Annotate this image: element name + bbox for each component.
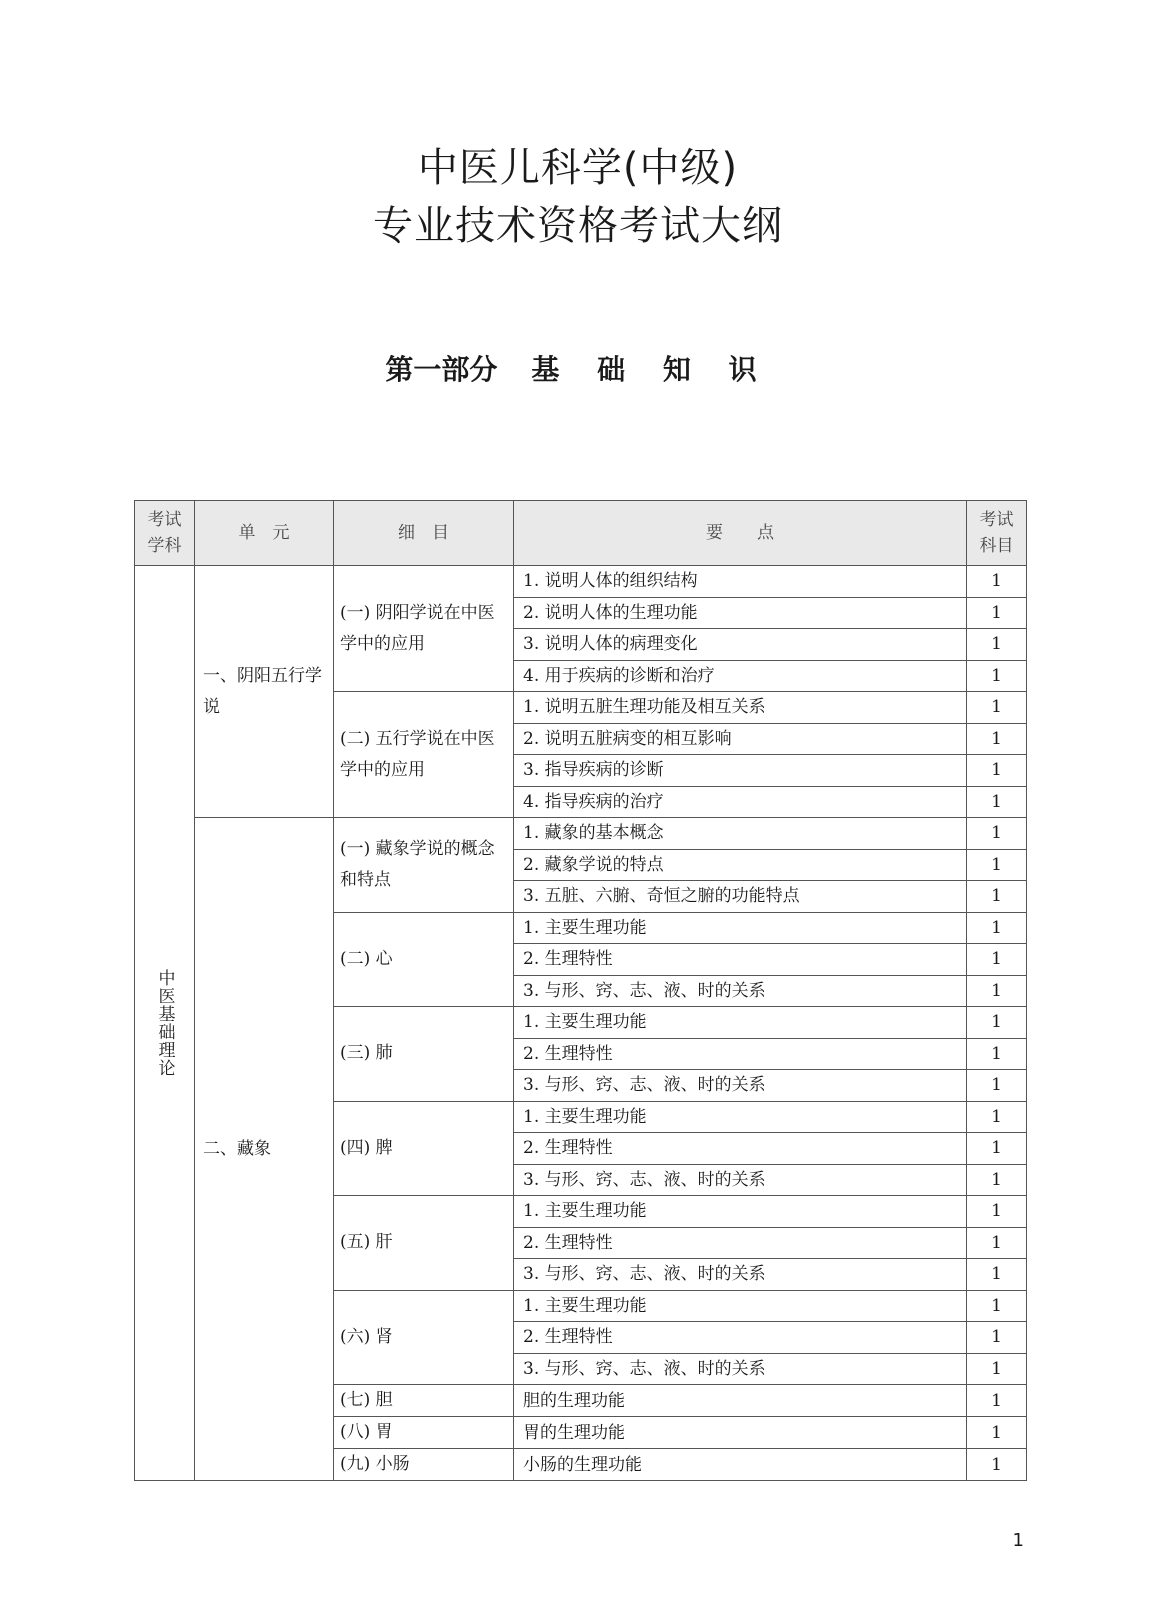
exam-cell: 1 [967,1227,1027,1259]
unit-cell: 一、阴阳五行学说 [195,566,334,818]
point-cell: 2. 藏象学说的特点 [514,849,967,881]
detail-cell: (八) 胃 [334,1417,514,1449]
exam-cell: 1 [967,629,1027,661]
exam-cell: 1 [967,786,1027,818]
detail-cell: (一) 阴阳学说在中医学中的应用 [334,566,514,692]
exam-cell: 1 [967,1290,1027,1322]
detail-cell: (四) 脾 [334,1101,514,1196]
exam-cell: 1 [967,660,1027,692]
point-cell: 1. 说明五脏生理功能及相互关系 [514,692,967,724]
exam-cell: 1 [967,1385,1027,1417]
detail-cell: (七) 胆 [334,1385,514,1417]
detail-cell: (二) 心 [334,912,514,1007]
header-unit: 单 元 [195,501,334,566]
point-cell: 胃的生理功能 [514,1417,967,1449]
table-body [135,566,1027,1481]
point-cell: 2. 说明人体的生理功能 [514,597,967,629]
detail-cell: (三) 肺 [334,1007,514,1102]
exam-cell: 1 [967,692,1027,724]
section-heading [0,348,1156,388]
exam-cell: 1 [967,723,1027,755]
point-cell: 4. 用于疾病的诊断和治疗 [514,660,967,692]
point-cell: 4. 指导疾病的治疗 [514,786,967,818]
exam-cell: 1 [967,912,1027,944]
subject-label: 中医基础理论 [154,969,175,1077]
exam-cell: 1 [967,975,1027,1007]
point-cell: 3. 与形、窍、志、液、时的关系 [514,1164,967,1196]
exam-cell: 1 [967,597,1027,629]
page-number: 1 [1012,1530,1024,1551]
point-cell: 1. 主要生理功能 [514,912,967,944]
exam-cell: 1 [967,1038,1027,1070]
exam-cell: 1 [967,1007,1027,1039]
document-title-line1: 中医儿科学(中级) [417,145,739,191]
point-cell: 2. 生理特性 [514,944,967,976]
point-cell: 胆的生理功能 [514,1385,967,1417]
point-cell: 1. 藏象的基本概念 [514,818,967,850]
point-cell: 1. 主要生理功能 [514,1007,967,1039]
exam-cell: 1 [967,755,1027,787]
point-cell: 1. 说明人体的组织结构 [514,566,967,598]
exam-cell: 1 [967,1164,1027,1196]
header-exam: 考试科目 [967,501,1027,566]
exam-cell: 1 [967,1070,1027,1102]
section-part: 第一部分 [385,353,498,386]
point-cell: 小肠的生理功能 [514,1449,967,1481]
header-detail: 细 目 [334,501,514,566]
exam-cell: 1 [967,1259,1027,1291]
table-header-row [135,501,1027,566]
point-cell: 3. 指导疾病的诊断 [514,755,967,787]
exam-cell: 1 [967,566,1027,598]
exam-cell: 1 [967,1322,1027,1354]
exam-cell: 1 [967,1417,1027,1449]
unit-cell: 二、藏象 [195,818,334,1481]
exam-cell: 1 [967,818,1027,850]
exam-cell: 1 [967,881,1027,913]
point-cell: 2. 生理特性 [514,1227,967,1259]
point-cell: 3. 与形、窍、志、液、时的关系 [514,975,967,1007]
exam-cell: 1 [967,1353,1027,1385]
exam-cell: 1 [967,1133,1027,1165]
section-name: 基 础 知 识 [531,353,771,386]
exam-cell: 1 [967,1196,1027,1228]
syllabus-table [134,500,1027,1481]
point-cell: 3. 与形、窍、志、液、时的关系 [514,1070,967,1102]
header-point: 要 点 [514,501,967,566]
exam-cell: 1 [967,849,1027,881]
point-cell: 2. 说明五脏病变的相互影响 [514,723,967,755]
exam-cell: 1 [967,1101,1027,1133]
point-cell: 2. 生理特性 [514,1133,967,1165]
detail-cell: (九) 小肠 [334,1449,514,1481]
table-row [135,818,1027,850]
point-cell: 3. 说明人体的病理变化 [514,629,967,661]
detail-cell: (五) 肝 [334,1196,514,1291]
point-cell: 2. 生理特性 [514,1322,967,1354]
point-cell: 3. 与形、窍、志、液、时的关系 [514,1259,967,1291]
exam-cell: 1 [967,944,1027,976]
table-row [135,566,1027,598]
detail-cell: (二) 五行学说在中医学中的应用 [334,692,514,818]
subject-cell [135,566,195,1481]
detail-cell: (一) 藏象学说的概念和特点 [334,818,514,913]
point-cell: 3. 与形、窍、志、液、时的关系 [514,1353,967,1385]
point-cell: 3. 五脏、六腑、奇恒之腑的功能特点 [514,881,967,913]
point-cell: 1. 主要生理功能 [514,1196,967,1228]
point-cell: 2. 生理特性 [514,1038,967,1070]
header-subject: 考试学科 [135,501,195,566]
point-cell: 1. 主要生理功能 [514,1101,967,1133]
document-title-line2: 专业技术资格考试大纲 [373,203,783,249]
point-cell: 1. 主要生理功能 [514,1290,967,1322]
exam-cell: 1 [967,1449,1027,1481]
detail-cell: (六) 肾 [334,1290,514,1385]
